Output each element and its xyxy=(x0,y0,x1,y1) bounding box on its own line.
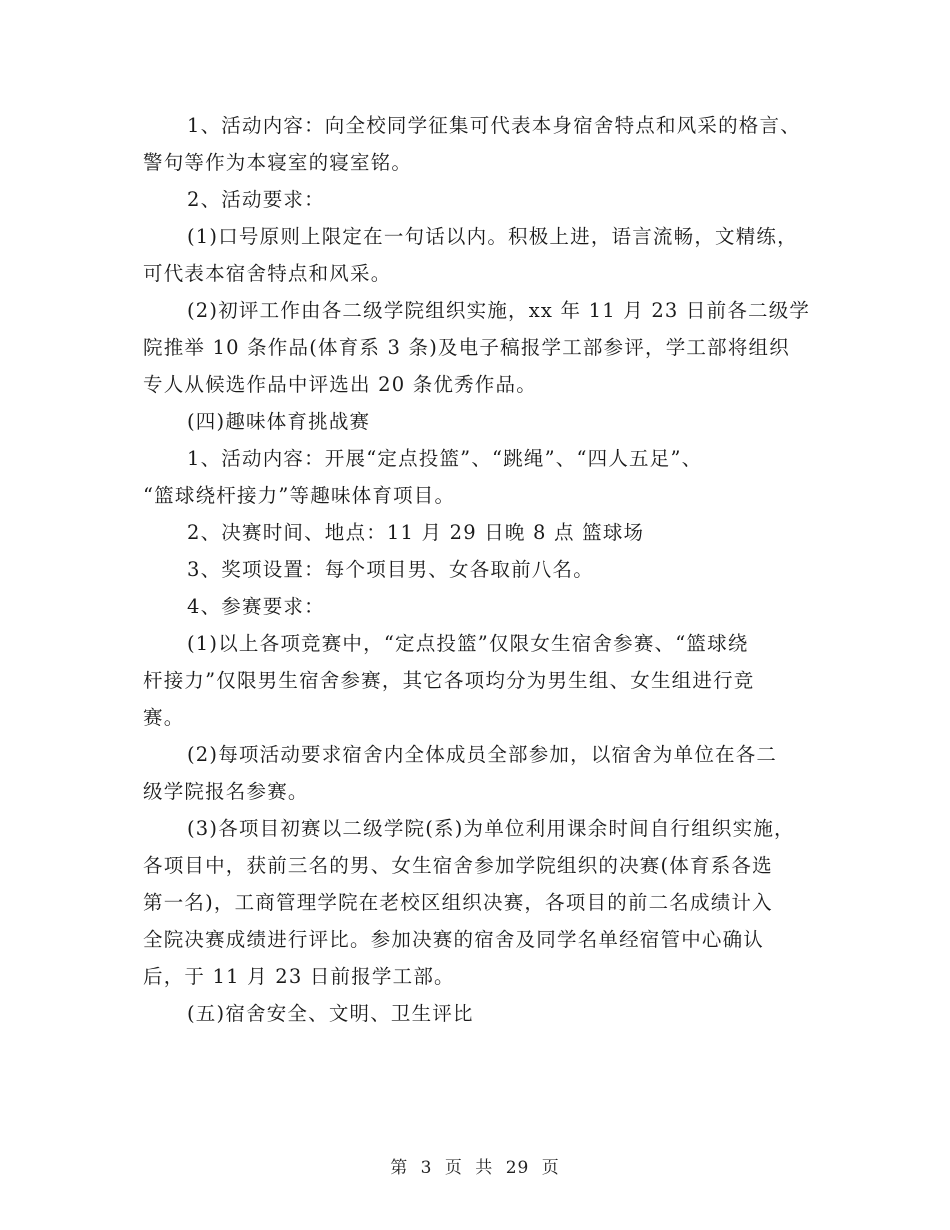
text-line: (2)初评工作由各二级学院组织实施，xx 年 11 月 23 日前各二级学 xyxy=(187,299,811,322)
text-line: 可代表本宿舍特点和风采。 xyxy=(143,262,392,285)
paragraph-participation-3 xyxy=(143,810,813,995)
text-line: 4、参赛要求： xyxy=(187,595,325,618)
paragraph-participation-2 xyxy=(143,736,813,810)
text-line: (2)每项活动要求宿舍内全体成员全部参加，以宿舍为单位在各二 xyxy=(187,743,778,766)
section-heading-fun-sports xyxy=(143,403,813,440)
paragraph-requirement-2 xyxy=(143,292,813,403)
text-line: 2、决赛时间、地点：11 月 29 日晚 8 点 篮球场 xyxy=(187,521,645,544)
text-line: 3、奖项设置：每个项目男、女各取前八名。 xyxy=(187,558,594,581)
paragraph-activity-content-1 xyxy=(143,107,813,181)
text-line: 杆接力”仅限男生宿舍参赛，其它各项均分为男生组、女生组进行竞 xyxy=(143,669,755,692)
text-line: (3)各项目初赛以二级学院(系)为单位利用课余时间自行组织实施， xyxy=(187,817,795,840)
text-line: 全院决赛成绩进行评比。参加决赛的宿舍及同学名单经宿管中心确认 xyxy=(143,928,765,951)
text-line: 1、活动内容：开展“定点投篮”、“跳绳”、“四人五足”、 xyxy=(187,447,703,470)
text-line: 各项目中，获前三名的男、女生宿舍参加学院组织的决赛(体育系各选 xyxy=(143,854,773,877)
text-line: 后，于 11 月 23 日前报学工部。 xyxy=(143,965,455,988)
page-number-footer: 第 3 页 共 29 页 xyxy=(390,1158,560,1178)
text-line: 赛。 xyxy=(143,706,185,729)
document-body xyxy=(143,107,813,1032)
paragraph-requirement-1 xyxy=(143,218,813,292)
text-line: (五)宿舍安全、文明、卫生评比 xyxy=(187,1002,474,1025)
text-line: 第一名)，工商管理学院在老校区组织决赛，各项目的前二名成绩计入 xyxy=(143,891,773,914)
paragraph-activity-content-2 xyxy=(143,440,813,514)
text-line: “篮球绕杆接力”等趣味体育项目。 xyxy=(143,484,456,507)
paragraph-final-time-place xyxy=(143,514,813,551)
text-line: 专人从候选作品中评选出 20 条优秀作品。 xyxy=(143,373,537,396)
text-line: 级学院报名参赛。 xyxy=(143,780,309,803)
text-line: (1)口号原则上限定在一句话以内。积极上进，语言流畅，文精练， xyxy=(187,225,798,248)
text-line: 1、活动内容：向全校同学征集可代表本身宿舍特点和风采的格言、 xyxy=(187,114,801,137)
section-heading-dorm-evaluation xyxy=(143,995,813,1032)
paragraph-participation-heading xyxy=(143,588,813,625)
text-line: 警句等作为本寝室的寝室铭。 xyxy=(143,151,413,174)
text-line: 院推举 10 条作品(体育系 3 条)及电子稿报学工部参评，学工部将组织 xyxy=(143,336,790,359)
paragraph-participation-1 xyxy=(143,625,813,736)
text-line: 2、活动要求： xyxy=(187,188,325,211)
paragraph-awards xyxy=(143,551,813,588)
paragraph-activity-requirements-heading xyxy=(143,181,813,218)
text-line: (四)趣味体育挑战赛 xyxy=(187,410,371,433)
text-line: (1)以上各项竞赛中，“定点投篮”仅限女生宿舍参赛、“篮球绕 xyxy=(187,632,749,655)
